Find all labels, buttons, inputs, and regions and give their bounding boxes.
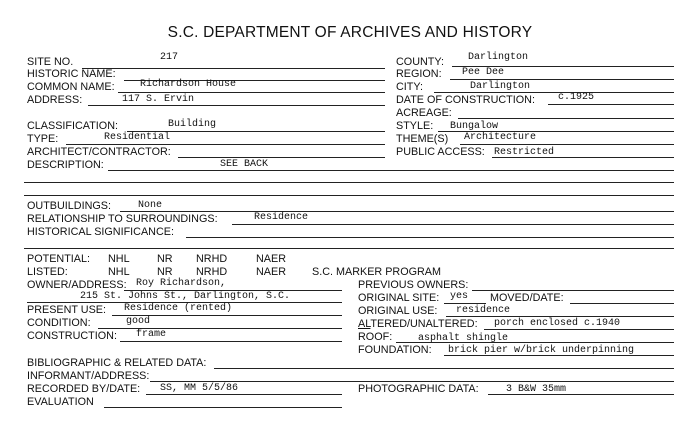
significance-extra-line [24, 248, 674, 249]
potential-nrhd[interactable]: NRHD [196, 253, 228, 265]
county-value[interactable]: Darlington [468, 52, 529, 63]
public-access-label: PUBLIC ACCESS: [396, 146, 485, 158]
common-name-line [118, 92, 385, 93]
foundation-value[interactable]: brick pier w/brick underpinning [448, 345, 635, 356]
construction-line [120, 341, 342, 342]
address-label: ADDRESS: [27, 94, 83, 106]
description-extra-line [24, 182, 674, 183]
marker-program-label: S.C. MARKER PROGRAM [312, 266, 441, 278]
relationship-line [232, 224, 674, 225]
region-label: REGION: [396, 68, 442, 80]
moved-date-line [570, 303, 674, 304]
date-of-construction-label: DATE OF CONSTRUCTION: [396, 94, 535, 106]
construction-label: CONSTRUCTION: [27, 330, 117, 342]
present-use-value[interactable]: Residence (rented) [124, 303, 233, 314]
acreage-line [458, 118, 674, 119]
original-site-line [444, 303, 486, 304]
relationship-label: RELATIONSHIP TO SURROUNDINGS: [27, 213, 218, 225]
listed-label: LISTED: [27, 266, 68, 278]
region-value[interactable]: Pee Dee [462, 67, 505, 78]
public-access-value[interactable]: Restricted [494, 147, 555, 158]
city-value[interactable]: Darlington [470, 81, 531, 92]
date-of-construction-line [548, 104, 674, 105]
common-name-label: COMMON NAME: [27, 81, 115, 93]
foundation-label: FOUNDATION: [358, 344, 432, 356]
type-line [66, 144, 385, 145]
altered-unaltered-value[interactable]: porch enclosed c.1940 [494, 318, 621, 329]
recorded-by-line [146, 394, 342, 395]
condition-label: CONDITION: [27, 317, 91, 329]
condition-value[interactable]: good [126, 316, 151, 327]
owner-address-value-2[interactable]: 215 St. Johns St., Darlington, S.C. [80, 291, 291, 302]
moved-date-label: MOVED/DATE: [490, 292, 564, 304]
architect-contractor-line [178, 157, 385, 158]
evaluation-line [104, 407, 342, 408]
informant-address-line [150, 381, 674, 382]
original-use-value[interactable]: residence [456, 305, 511, 316]
historical-significance-label: HISTORICAL SIGNIFICANCE: [27, 226, 174, 238]
condition-line [98, 328, 342, 329]
potential-nhl[interactable]: NHL [108, 253, 130, 265]
listed-nhl[interactable]: NHL [108, 266, 130, 278]
listed-nrhd[interactable]: NRHD [196, 266, 228, 278]
themes-label: THEME(S) [396, 133, 449, 145]
description-line [108, 170, 674, 171]
form-title: S.C. DEPARTMENT OF ARCHIVES AND HISTORY [167, 24, 533, 41]
altered-label-prefix: AL [358, 318, 371, 330]
present-use-label: PRESENT USE: [27, 304, 106, 316]
evaluation-label: EVALUATION [27, 396, 94, 408]
photographic-data-value[interactable]: 3 B&W 35mm [506, 384, 567, 395]
style-value[interactable]: Bungalow [450, 121, 499, 132]
site-no-label: SITE NO. [27, 56, 74, 68]
altered-unaltered-line [484, 329, 674, 330]
style-label: STYLE: [396, 120, 434, 132]
themes-line [460, 144, 674, 145]
roof-label: ROOF: [358, 331, 393, 343]
type-label: TYPE: [27, 133, 59, 145]
city-label: CITY: [396, 81, 423, 93]
potential-nr[interactable]: NR [157, 253, 173, 265]
bibliographic-line [214, 368, 674, 369]
city-line [434, 92, 674, 93]
common-name-value[interactable]: Richardson House [140, 79, 237, 90]
site-no-value[interactable]: 217 [160, 52, 179, 63]
previous-owners-label: PREVIOUS OWNERS: [358, 279, 469, 291]
recorded-by-label: RECORDED BY/DATE: [27, 383, 141, 395]
classification-value[interactable]: Building [168, 119, 217, 130]
informant-address-label: INFORMANT/ADDRESS: [27, 370, 150, 382]
photographic-data-label: PHOTOGRAPHIC DATA: [358, 383, 479, 395]
relationship-value[interactable]: Residence [254, 212, 309, 223]
original-use-line [446, 316, 674, 317]
date-of-construction-value[interactable]: c.1925 [558, 92, 595, 103]
outbuildings-value[interactable]: None [138, 200, 163, 211]
description-value[interactable]: SEE BACK [220, 159, 269, 170]
region-line [450, 79, 674, 80]
bibliographic-label: BIBLIOGRAPHIC & RELATED DATA: [27, 357, 207, 369]
themes-value[interactable]: Architecture [464, 132, 537, 143]
description-label: DESCRIPTION: [27, 159, 104, 171]
altered-label-suffix: TERED/UNALTERED: [370, 318, 478, 330]
historic-name-label: HISTORIC NAME: [27, 68, 116, 80]
listed-naer[interactable]: NAER [256, 266, 286, 278]
previous-owners-line [472, 290, 674, 291]
acreage-label: ACREAGE: [396, 107, 452, 119]
county-label: COUNTY: [396, 56, 444, 68]
listed-nr[interactable]: NR [157, 266, 173, 278]
potential-naer[interactable]: NAER [256, 253, 286, 265]
outbuildings-line [120, 211, 674, 212]
address-value[interactable]: 117 S. Ervin [122, 94, 195, 105]
address-line [88, 105, 385, 106]
construction-value[interactable]: frame [136, 329, 167, 340]
outbuildings-label: OUTBUILDINGS: [27, 200, 111, 212]
altered-unaltered-label [358, 318, 478, 330]
roof-value[interactable]: asphalt shingle [418, 333, 509, 344]
architect-contractor-label: ARCHITECT/CONTRACTOR: [27, 146, 171, 158]
original-site-label: ORIGINAL SITE: [358, 292, 440, 304]
recorded-by-value[interactable]: SS, MM 5/5/86 [160, 383, 239, 394]
owner-address-value-1[interactable]: Roy Richardson, [136, 278, 227, 289]
classification-label: CLASSIFICATION: [27, 120, 118, 132]
site-no-line [82, 68, 385, 69]
original-use-label: ORIGINAL USE: [358, 305, 438, 317]
historical-significance-line [186, 237, 674, 238]
type-value[interactable]: Residential [104, 132, 171, 143]
description-extra-line [24, 195, 674, 196]
owner-address-label: OWNER/ADDRESS: [27, 279, 127, 291]
original-site-value[interactable]: yes [450, 291, 469, 302]
potential-label: POTENTIAL: [27, 253, 90, 265]
